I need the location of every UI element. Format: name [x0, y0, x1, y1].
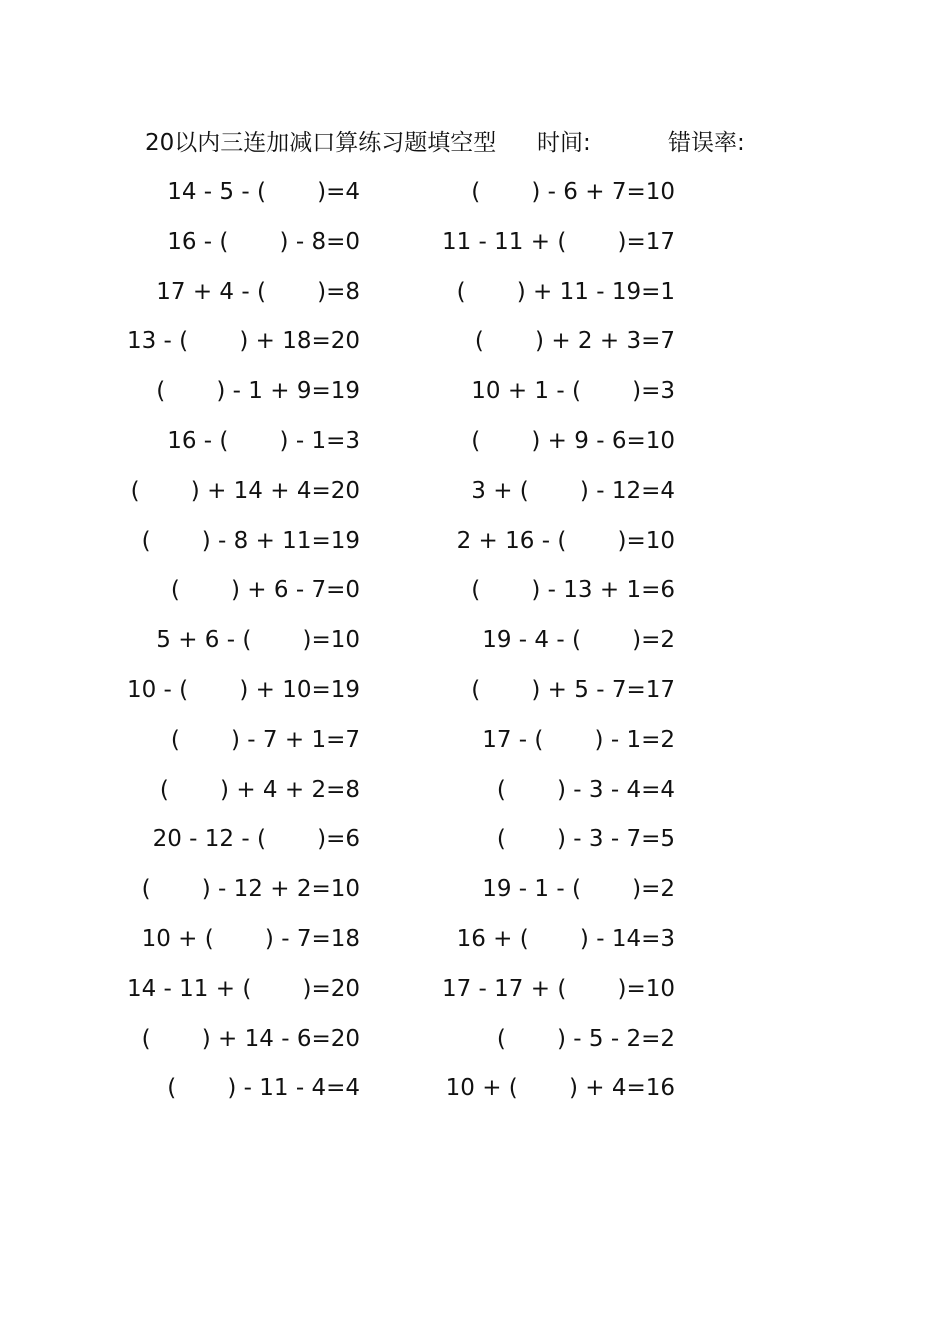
problem-item: 14 - 5 - ( )=4 [167, 179, 360, 205]
problem-item: ( ) - 6 + 7=10 [471, 179, 675, 205]
problem-item: ( ) - 3 - 4=4 [496, 776, 675, 803]
problem-item: 13 - ( ) + 18=20 [126, 328, 360, 355]
problem-item: 10 - ( ) + 10=19 [126, 676, 360, 703]
problem-item: 17 - 17 + ( )=10 [441, 975, 675, 1002]
worksheet-title: 20以内三连加减口算练习题填空型 [145, 130, 497, 156]
problem-item: ( ) + 4 + 2=8 [159, 776, 360, 803]
problem-item: ( ) - 3 - 7=5 [496, 826, 675, 853]
problem-item: ( ) + 9 - 6=10 [471, 427, 675, 454]
worksheet-header [145, 125, 785, 161]
problem-item: 5 + 6 - ( )=10 [156, 627, 360, 654]
problem-item: ( ) + 14 - 6=20 [141, 1025, 360, 1052]
problem-item: ( ) + 6 - 7=0 [170, 577, 360, 604]
problem-item: 11 - 11 + ( )=17 [441, 228, 675, 255]
problem-column-left [60, 172, 360, 1118]
problem-item: 3 + ( ) - 12=4 [471, 477, 675, 504]
error-rate-label: 错误率: [668, 130, 745, 156]
time-label: 时间: [537, 130, 591, 156]
problem-item: 17 - ( ) - 1=2 [482, 726, 675, 753]
problem-item: ( ) + 11 - 19=1 [456, 278, 675, 305]
problem-item: ( ) - 12 + 2=10 [141, 876, 360, 903]
problem-item: ( ) + 14 + 4=20 [130, 477, 360, 504]
problem-item: 10 + 1 - ( )=3 [471, 378, 675, 405]
problem-item: ( ) - 7 + 1=7 [170, 726, 360, 753]
problem-item: ( ) - 13 + 1=6 [471, 577, 675, 604]
problem-item: 19 - 1 - ( )=2 [482, 876, 675, 903]
problem-item: ( ) + 2 + 3=7 [474, 328, 675, 355]
problem-item: 16 + ( ) - 14=3 [456, 925, 675, 952]
problem-item: 14 - 11 + ( )=20 [126, 975, 360, 1002]
problem-item: ( ) - 1 + 9=19 [156, 378, 360, 405]
problem-item: 10 + ( ) - 7=18 [141, 925, 360, 952]
problem-item: 2 + 16 - ( )=10 [456, 527, 675, 554]
problem-item: 17 + 4 - ( )=8 [156, 278, 360, 305]
problem-item: ( ) - 8 + 11=19 [141, 527, 360, 554]
problem-item: ( ) - 5 - 2=2 [496, 1025, 675, 1052]
problem-item: 19 - 4 - ( )=2 [482, 627, 675, 654]
problem-column-right [375, 172, 675, 1118]
problem-item: ( ) + 5 - 7=17 [471, 676, 675, 703]
problem-item: 20 - 12 - ( )=6 [152, 826, 360, 853]
problem-item: 16 - ( ) - 1=3 [167, 427, 360, 454]
problem-item: 10 + ( ) + 4=16 [445, 1075, 675, 1102]
problem-item: ( ) - 11 - 4=4 [167, 1075, 360, 1102]
problem-item: 16 - ( ) - 8=0 [167, 228, 360, 255]
